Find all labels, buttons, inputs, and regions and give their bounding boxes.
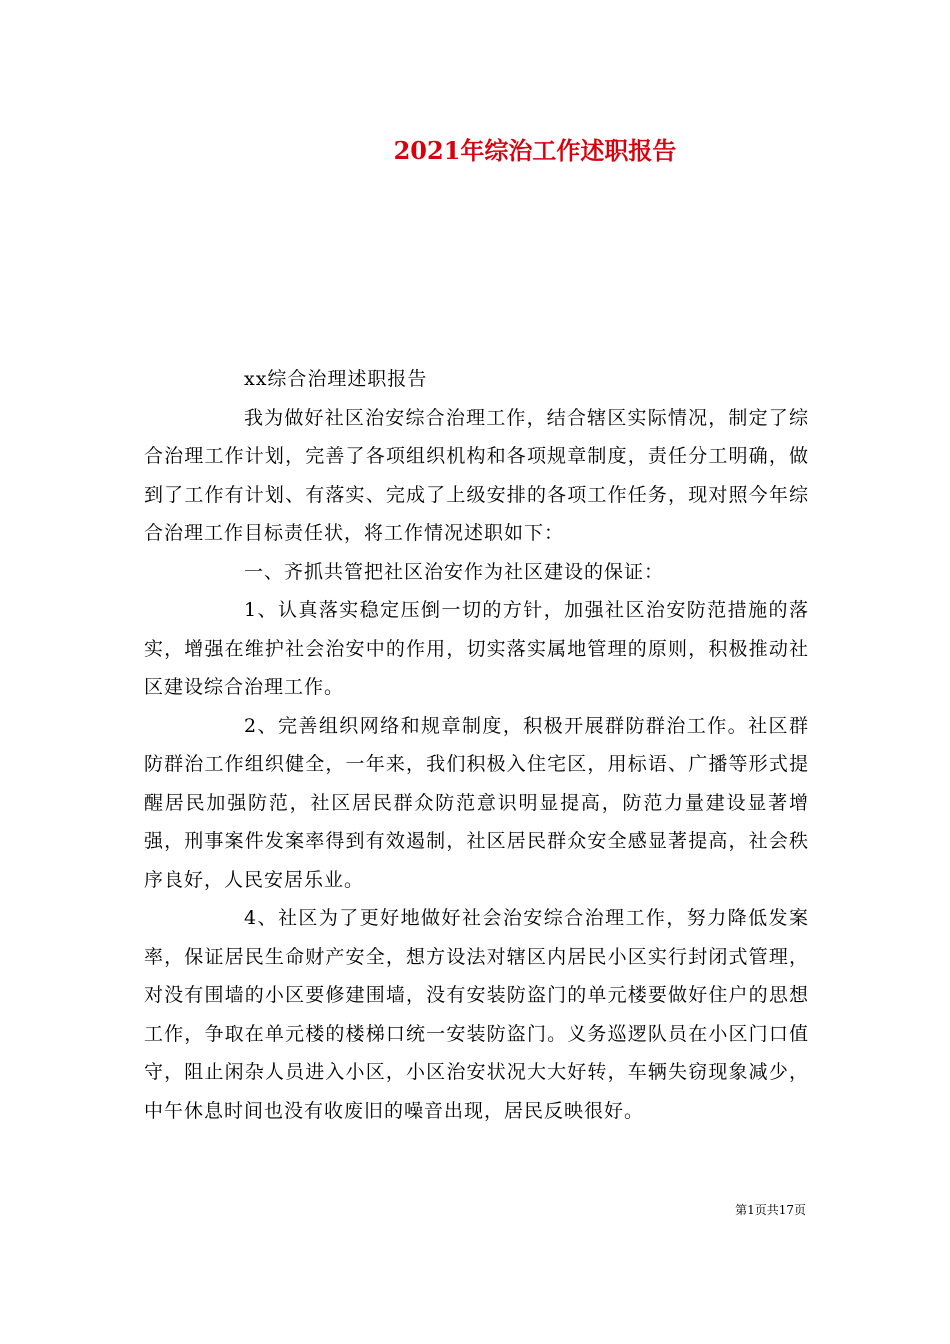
item-paragraph-2: 2、完善组织网络和规章制度，积极开展群防群治工作。社区群防群治工作组织健全，一年来，我们积极入住宅区，用标语、广播等形式提醒居民加强防范，社区居民群众防范意识明显提高，防范力量建设显著增强，刑事案件发案率得到有效遏制，社区居民群众安全感显著提高，社会秩序良好，人民安居乐业。 [144, 714, 809, 891]
item-paragraph-4: 4、社区为了更好地做好社会治安综合治理工作，努力降低发案率，保证居民生命财产安全，想方设法对辖区内居民小区实行封闭式管理，对没有围墙的小区要修建围墙，没有安装防盗门的单元楼要做好住户的思想工作，争取在单元楼的楼梯口统一安装防盗门。义务巡逻队员在小区门口值守，阻止闲杂人员进入小区，小区治安状况大大好转，车辆失窃现象减少，中午休息时间也没有收废旧的噪音出现，居民反映很好。 [144, 907, 809, 1122]
item-paragraph-1: 1、认真落实稳定压倒一切的方针，加强社区治安防范措施的落实，增强在维护社会治安中的作用，切实落实属地管理的原则，积极推动社区建设综合治理工作。 [144, 599, 809, 698]
page-number-footer: 第1页共17页 [735, 1203, 806, 1217]
section-heading-1: 一、齐抓共管把社区治安作为社区建设的保证： [244, 560, 665, 583]
report-subtitle: xx综合治理述职报告 [244, 368, 428, 390]
document-title: 2021年综治工作述职报告 [393, 136, 677, 165]
intro-paragraph: 我为做好社区治安综合治理工作，结合辖区实际情况，制定了综合治理工作计划，完善了各项组织机构和各项规章制度，责任分工明确，做到了工作有计划、有落实、完成了上级安排的各项工作任务，现对照今年综合治理工作目标责任状，将工作情况述职如下： [144, 406, 809, 544]
document-body [144, 360, 809, 1130]
